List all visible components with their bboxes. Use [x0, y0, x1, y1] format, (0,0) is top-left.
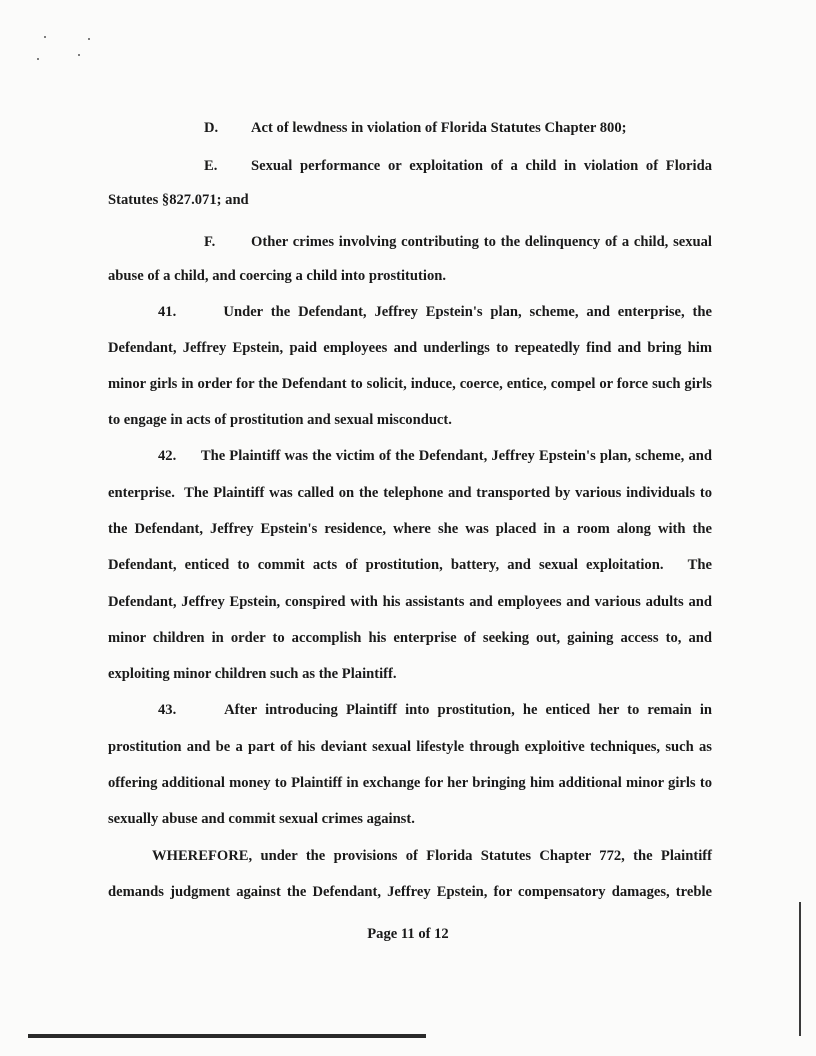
para-42-line: 42. The Plaintiff was the victim of the Defendant, Jeffrey Epstein's plan, scheme, and — [158, 448, 712, 464]
bottom-rule — [28, 1034, 426, 1038]
scan-speck — [78, 54, 80, 56]
item-e-line1: Sexual performance or exploitation of a child in violation of Florida — [251, 158, 712, 174]
wherefore-line: WHEREFORE, under the provisions of Florida Statutes Chapter 772, the Plaintiff — [152, 848, 712, 864]
para-42-line: exploiting minor children such as the Plaintiff. — [108, 666, 397, 682]
scan-speck — [37, 58, 39, 60]
para-43-line: sexually abuse and commit sexual crimes against. — [108, 811, 415, 827]
scan-speck — [88, 38, 90, 40]
para-42-line: minor children in order to accomplish his enterprise of seeking out, gaining access to, and — [108, 630, 712, 646]
item-f-letter: F. — [204, 234, 216, 250]
para-42-line: enterprise. The Plaintiff was called on the telephone and transported by various individuals to — [108, 485, 712, 501]
item-f-line1: Other crimes involving contributing to the delinquency of a child, sexual — [251, 234, 712, 250]
item-e-letter: E. — [204, 158, 218, 174]
para-42-line: the Defendant, Jeffrey Epstein's residence, where she was placed in a room along with the — [108, 521, 712, 537]
page-number: Page 11 of 12 — [367, 926, 449, 942]
para-41-line: Defendant, Jeffrey Epstein, paid employees and underlings to repeatedly find and bring him — [108, 340, 712, 356]
wherefore-line: demands judgment against the Defendant, Jeffrey Epstein, for compensatory damages, treble — [108, 884, 712, 900]
para-43-line: prostitution and be a part of his deviant sexual lifestyle through exploitive techniques, such as — [108, 739, 712, 755]
para-41-line: minor girls in order for the Defendant to solicit, induce, coerce, entice, compel or force such girls — [108, 376, 712, 392]
para-43-line: 43. After introducing Plaintiff into prostitution, he enticed her to remain in — [158, 702, 712, 718]
para-42-line: Defendant, Jeffrey Epstein, conspired with his assistants and employees and various adults and — [108, 594, 712, 610]
para-41-line: 41. Under the Defendant, Jeffrey Epstein's plan, scheme, and enterprise, the — [158, 304, 712, 320]
item-d — [204, 110, 218, 146]
item-e-line2: Statutes §827.071; and — [108, 192, 249, 208]
item-d-text: Act of lewdness in violation of Florida Statutes Chapter 800; — [251, 120, 627, 136]
para-43-line: offering additional money to Plaintiff in exchange for her bringing him additional minor girls to — [108, 775, 712, 791]
right-margin-rule — [799, 902, 801, 1036]
para-41-line: to engage in acts of prostitution and sexual misconduct. — [108, 412, 452, 428]
item-d-letter: D. — [204, 120, 219, 136]
item-f-line2: abuse of a child, and coercing a child into prostitution. — [108, 268, 447, 284]
para-42-line: Defendant, enticed to commit acts of prostitution, battery, and sexual exploitation. The — [108, 557, 712, 573]
scan-speck — [44, 36, 46, 38]
